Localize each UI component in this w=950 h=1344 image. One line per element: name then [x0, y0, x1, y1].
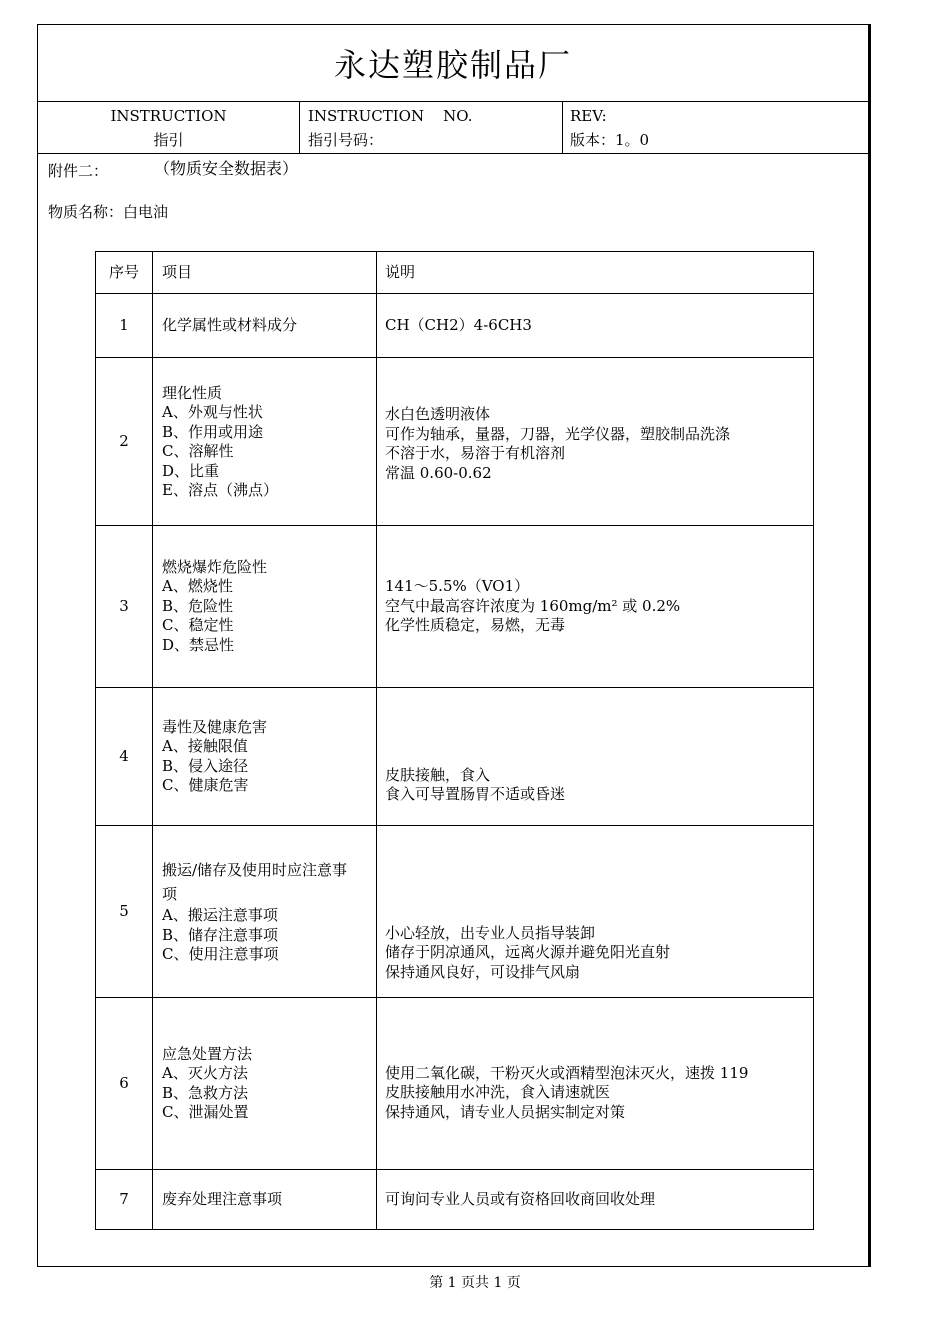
row-description — [377, 998, 814, 1170]
row-number: 7 — [96, 1170, 153, 1230]
row-description-line: 使用二氧化碳，干粉灭火或酒精型泡沫灭火，速拨 119 — [385, 1063, 749, 1082]
row-description-line: 不溶于水，易溶于有机溶剂 — [385, 444, 566, 462]
column-header-desc: 说明 — [377, 252, 814, 294]
row-item — [153, 526, 377, 688]
row-number: 5 — [96, 826, 153, 998]
row-item-line: C、健康危害 — [162, 776, 249, 794]
row-description-line: 保持通风，请专业人员据实制定对策 — [385, 1102, 626, 1121]
row-item-line: D、比重 — [162, 461, 220, 480]
table-row — [96, 826, 814, 998]
msds-table — [95, 251, 814, 1230]
attachment-line — [48, 159, 299, 181]
header-row — [38, 102, 868, 154]
row-description-line: 化学性质稳定，易燃，无毒 — [385, 616, 566, 635]
row-number: 1 — [96, 294, 153, 358]
instruction-label-en: INSTRUCTION — [110, 107, 227, 125]
row-item-line: A、灭火方法 — [162, 1064, 248, 1082]
row-item — [153, 294, 377, 358]
row-description — [377, 1170, 814, 1230]
instruction-no-label-en: INSTRUCTION NO. — [308, 107, 473, 125]
row-description-line: CH（CH2）4-6CH3 — [385, 315, 532, 334]
company-title: 永达塑胶制品厂 — [38, 25, 868, 102]
row-item-line: C、溶解性 — [162, 442, 234, 460]
row-item-line: 毒性及健康危害 — [162, 717, 268, 736]
table-row — [96, 294, 814, 358]
row-description-line: 皮肤接触，食入 — [385, 765, 491, 784]
row-item-line: B、作用或用途 — [162, 422, 264, 441]
table-row — [96, 358, 814, 526]
material-line — [48, 201, 168, 222]
table-header-row — [96, 252, 814, 294]
row-description-line: 食入可导置肠胃不适或昏迷 — [385, 785, 566, 803]
row-item — [153, 358, 377, 526]
row-item-line: B、急救方法 — [162, 1083, 249, 1102]
row-number: 4 — [96, 688, 153, 826]
row-description — [377, 526, 814, 688]
row-description-line: 空气中最高容许浓度为 160mg/m² 或 0.2% — [385, 596, 681, 615]
row-description-line: 保持通风良好，可设排气风扇 — [385, 962, 581, 981]
row-description — [377, 826, 814, 998]
attachment-title: （物质安全数据表） — [154, 159, 299, 178]
row-item — [153, 826, 377, 998]
row-description-line: 141～5.5%（VO1） — [385, 577, 530, 596]
row-item-line: B、储存注意事项 — [162, 925, 279, 944]
row-item-line: 废弃处理注意事项 — [162, 1189, 283, 1208]
row-description-line: 小心轻放，出专业人员指导装卸 — [385, 923, 596, 942]
row-description-line: 水白色透明液体 — [385, 405, 491, 423]
row-item-line: B、危险性 — [162, 596, 234, 615]
instruction-cell — [38, 102, 300, 154]
attachment-label: 附件二： — [48, 162, 109, 180]
row-item-line: E、溶点（沸点） — [162, 481, 278, 499]
rev-label-en: REV: — [570, 107, 607, 125]
table-row — [96, 526, 814, 688]
row-item-line: A、外观与性状 — [162, 403, 263, 421]
instruction-no-cell — [300, 102, 563, 154]
row-item-line: 项 — [162, 885, 178, 904]
column-header-item: 项目 — [153, 252, 377, 294]
row-number: 3 — [96, 526, 153, 688]
row-number: 2 — [96, 358, 153, 526]
row-description — [377, 688, 814, 826]
row-item-line: 燃烧爆炸危险性 — [162, 557, 268, 576]
revision-cell — [563, 102, 868, 154]
column-header-no: 序号 — [96, 252, 153, 294]
row-item — [153, 998, 377, 1170]
instruction-no-label-cn: 指引号码： — [308, 131, 384, 149]
row-item — [153, 1170, 377, 1230]
page-footer: 第 1 页共 1 页 — [429, 1275, 521, 1291]
row-item-line: A、燃烧性 — [162, 577, 233, 596]
row-description-line: 可询问专业人员或有资格回收商回收处理 — [385, 1189, 656, 1208]
instruction-label-cn: 指引 — [153, 131, 184, 149]
row-item-line: 化学属性或材料成分 — [162, 315, 298, 334]
row-description-line: 皮肤接触用水冲洗，食入请速就医 — [385, 1083, 611, 1102]
row-item-line: C、使用注意事项 — [162, 945, 279, 964]
row-item-line: C、泄漏处置 — [162, 1103, 249, 1121]
material-name: 白电油 — [123, 203, 169, 221]
row-item-line: A、接触限值 — [162, 737, 248, 755]
row-item — [153, 688, 377, 826]
row-item-line: 搬运/储存及使用时应注意事 — [162, 861, 348, 880]
row-description-line: 储存于阴凉通风，远离火源并避免阳光直射 — [385, 943, 671, 962]
material-label: 物质名称： — [48, 203, 124, 221]
row-item-line: C、稳定性 — [162, 616, 234, 635]
rev-label-cn: 版本：1。0 — [570, 131, 650, 149]
table-row — [96, 688, 814, 826]
row-item-line: 应急处置方法 — [162, 1044, 253, 1063]
table-row — [96, 1170, 814, 1230]
row-description-line: 常温 0.60-0.62 — [385, 463, 492, 482]
row-description-line: 可作为轴承，量器，刀器，光学仪器，塑胶制品洗涤 — [385, 424, 731, 443]
row-description — [377, 294, 814, 358]
row-description — [377, 358, 814, 526]
row-number: 6 — [96, 998, 153, 1170]
table-row — [96, 998, 814, 1170]
row-item-line: A、搬运注意事项 — [162, 906, 278, 925]
row-item-line: B、侵入途径 — [162, 756, 249, 775]
row-item-line: 理化性质 — [162, 383, 223, 402]
document-frame — [37, 24, 871, 1267]
row-item-line: D、禁忌性 — [162, 635, 235, 654]
